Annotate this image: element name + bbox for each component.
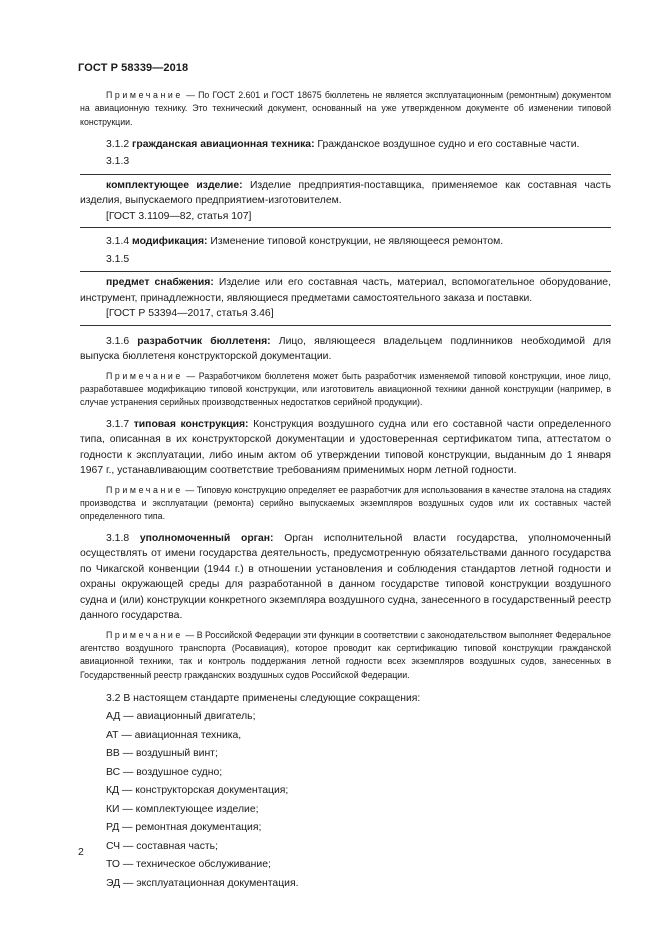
list-item: ВВ — воздушный винт; (106, 748, 218, 760)
list-item: АД — авиационный двигатель; (106, 711, 256, 723)
note-label: Примечание (106, 90, 183, 100)
term-3-1-4 (80, 234, 611, 250)
term-number: 3.1.6 (106, 335, 130, 347)
term-3-1-2 (80, 137, 611, 153)
list-item: ЭД — эксплуатационная документация. (106, 877, 299, 889)
note-4 (80, 629, 611, 682)
term-title: разработчик бюллетеня: (137, 335, 271, 347)
note-text: — По ГОСТ 2.601 и ГОСТ 18675 бюллетень не является эксплуатационным (ремонтным) документом на авиационную технику. Это технический документ, основанный на уже утвержденном документе об изменении типовой конструкции. (80, 90, 611, 127)
term-number: 3.1.5 (106, 253, 130, 265)
term-3-1-7 (80, 417, 611, 479)
term-3-1-8 (80, 531, 611, 624)
section-3-2: 3.2 В настоящем стандарте применены следующие сокращения: (106, 692, 421, 704)
term-3-1-3 (80, 178, 611, 209)
list-item: АТ — авиационная техника, (106, 729, 242, 741)
page-number: 2 (78, 846, 84, 858)
note-3 (80, 484, 611, 524)
term-definition: Изделие или его составная часть, материал, вспомогательное оборудование, инструмент, принадлежности, являющиеся предметами самостоятельного заказа и поставки. (80, 277, 611, 304)
term-title: предмет снабжения: (106, 277, 214, 289)
term-definition: Лицо, являющееся владельцем подлинников необходимой для выпуска бюллетеня конструкторской документации. (80, 335, 611, 363)
list-item: ТО — техническое обслуживание; (106, 859, 271, 871)
term-number: 3.1.7 (106, 418, 130, 430)
term-box-3-1-5 (80, 271, 611, 326)
term-number: 3.1.8 (106, 532, 130, 544)
note-label: Примечание (106, 484, 183, 495)
term-3-1-6 (80, 334, 611, 365)
term-title: типовая конструкция: (133, 418, 249, 430)
page-header: ГОСТ Р 58339—2018 (78, 62, 189, 74)
list-item: СЧ — составная часть; (106, 840, 218, 852)
term-title: модификация: (132, 236, 208, 248)
note-text: — Разработчиком бюллетеня может быть разработчик изменяемой типовой конструкции, иное лицо, разработавшее модификацию типовой конструкции, или изготовитель авиационной техники данной конструкции (например, в случае устранения серийных производственных недостатков серийной продукции). (80, 370, 611, 408)
term-number: 3.1.4 (106, 236, 130, 248)
term-definition: Изменение типовой конструкции, не являющееся ремонтом. (207, 236, 504, 248)
note-label: Примечание (106, 629, 183, 640)
list-item: ВС — воздушное судно; (106, 766, 223, 778)
term-number: 3.1.2 (106, 138, 130, 150)
list-item: КИ — комплектующее изделие; (106, 803, 259, 815)
note-1 (80, 89, 611, 129)
term-number: 3.1.3 (106, 156, 130, 168)
note-text: — В Российской Федерации эти функции в соответствии с законодательством выполняет Федеральное агентство воздушного транспорта (Росавиация), которое проводит как сертификацию типовой конструкции гражданской авиационной техники, так и контроль поддержания летной годности всех экземпляров воздушных судов, занесенных в Государственный реестр гражданских воздушных судов Российской Федерации. (80, 629, 611, 680)
document-body (80, 86, 611, 892)
term-reference: [ГОСТ 3.1109—82, статья 107] (106, 210, 252, 222)
term-definition: Гражданское воздушное судно и его составные части. (314, 138, 580, 150)
term-definition: Орган исполнительной власти государства, уполномоченный осуществлять от имени государства деятельность, предусмотренную обязательствами данного государства по Чикагской конвенции (1944 г.) в отношении установления и соблюдения стандартов летной годности и охраны окружающей среды для разработанной в данном государстве типовой конструкции воздушного судна и (или) конструкции конкретного экземпляра воздушного судна, занесенного в государственный реестр данного государства. (80, 532, 612, 622)
term-definition: Изделие предприятия-поставщика, применяемое как составная часть изделия, выпускаемого предприятием-изготовителем. (80, 179, 611, 207)
note-text: — Типовую конструкцию определяет ее разработчик для использования в качестве эталона на стадиях производства и эксплуатации (ремонта) серийно выпускаемых экземпляров воздушных судов или их составных частей определенного типа. (80, 484, 611, 522)
term-reference: [ГОСТ Р 53394—2017, статья 3.46] (106, 308, 274, 320)
term-3-1-5 (80, 275, 611, 306)
term-box-3-1-3 (80, 174, 611, 229)
abbreviation-list (80, 709, 611, 892)
note-2 (80, 370, 611, 410)
list-item: КД — конструкторская документация; (106, 785, 289, 797)
note-label: Примечание (106, 370, 183, 381)
list-item: РД — ремонтная документация; (106, 822, 262, 834)
term-title: гражданская авиационная техника: (132, 138, 315, 150)
term-title: уполномоченный орган: (139, 532, 274, 544)
term-definition: Конструкция воздушного судна или его составной части определенного типа, описанная в их конструкторской документации и удостоверенная сертификатом типа, аттестатом о годности к эксплуатации, либо иным актом об утверждении типовой конструкции, выданным до 1 января 1967 г., устанавливающим соответствие требованиям применимых норм летной годности. (80, 418, 612, 477)
term-title: комплектующее изделие: (106, 179, 243, 191)
